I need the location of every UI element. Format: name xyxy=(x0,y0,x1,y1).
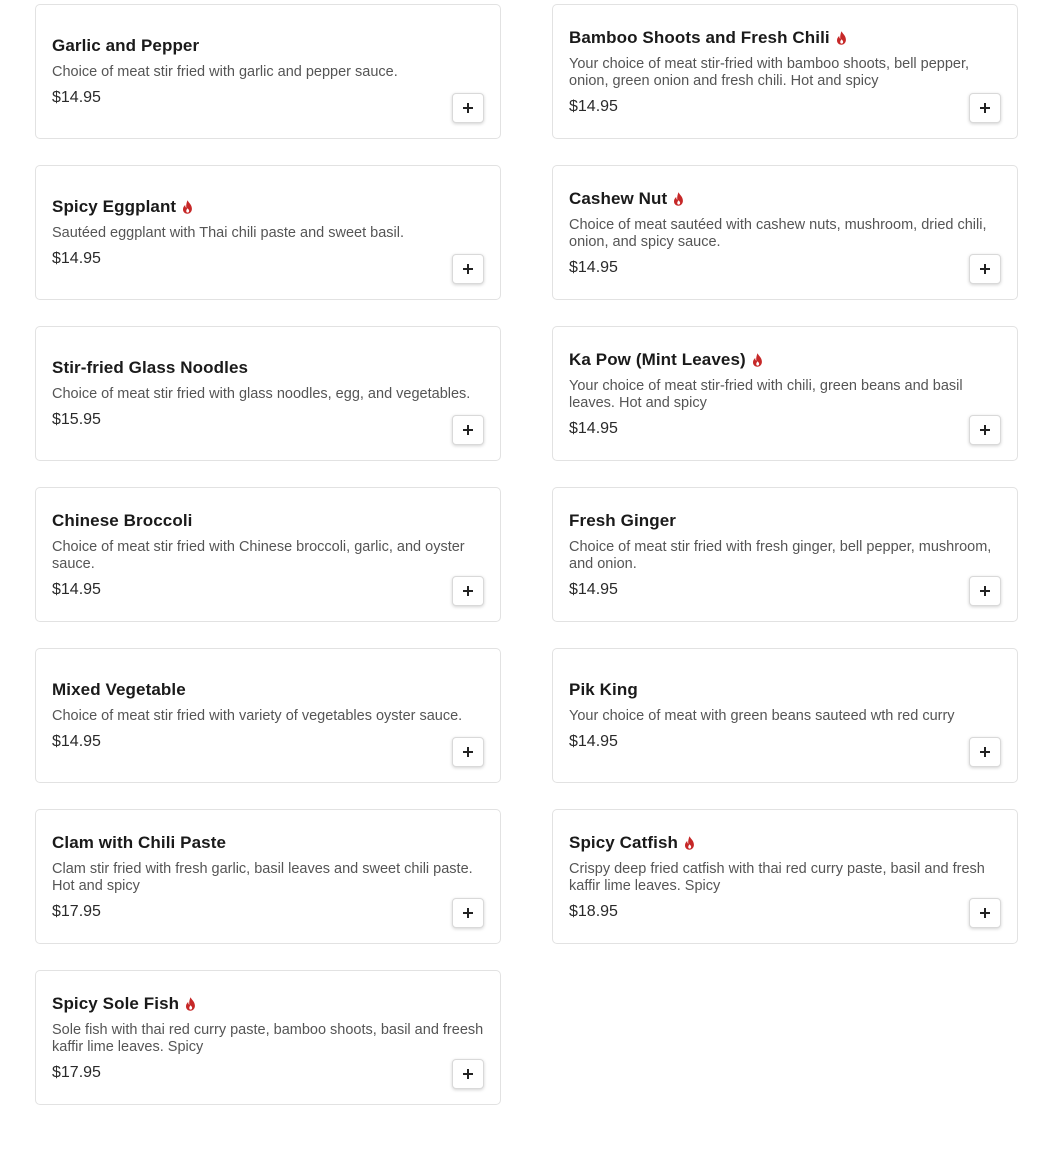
menu-item-body xyxy=(569,5,970,138)
menu-item-title-row xyxy=(569,511,957,531)
menu-item-price: $14.95 xyxy=(569,733,618,750)
menu-item-body xyxy=(52,810,473,943)
menu-item-title-row xyxy=(52,36,440,56)
menu-item-title-row xyxy=(569,680,957,700)
plus-icon xyxy=(980,425,990,435)
add-to-cart-button[interactable] xyxy=(969,93,1001,123)
menu-item-title-row xyxy=(52,680,440,700)
menu-item-title-row xyxy=(569,350,957,370)
menu-item-price: $17.95 xyxy=(52,902,101,920)
plus-icon xyxy=(980,264,990,274)
add-to-cart-button[interactable] xyxy=(452,93,484,123)
plus-icon xyxy=(463,747,473,757)
add-to-cart-button[interactable] xyxy=(452,737,484,767)
flame-icon xyxy=(185,997,196,1011)
plus-icon xyxy=(980,908,990,918)
menu-item-card[interactable] xyxy=(35,648,501,783)
add-to-cart-button[interactable] xyxy=(452,898,484,928)
menu-item-name: Clam with Chili Paste xyxy=(52,832,227,852)
menu-item-title-row xyxy=(52,994,440,1014)
menu-item-body xyxy=(569,327,963,460)
menu-item-price: $17.95 xyxy=(52,1063,101,1081)
menu-item-card[interactable] xyxy=(552,165,1018,300)
menu-item-description: Crispy deep fried catfish with thai red curry paste, basil and fresh kaffir lime leaves. Spicy xyxy=(569,860,985,894)
menu-item-card[interactable] xyxy=(35,165,501,300)
menu-item-price: $15.95 xyxy=(52,411,101,428)
menu-item-title-row xyxy=(52,197,440,217)
menu-item-card[interactable] xyxy=(35,809,501,944)
menu-item-name: Bamboo Shoots and Fresh Chili xyxy=(569,27,830,47)
menu-item-description: Choice of meat stir fried with Chinese broccoli, garlic, and oyster sauce. xyxy=(52,538,465,572)
menu-item-name: Ka Pow (Mint Leaves) xyxy=(569,349,746,369)
flame-icon xyxy=(752,353,763,367)
menu-item-name: Fresh Ginger xyxy=(569,510,677,530)
menu-item-description: Your choice of meat with green beans sauteed wth red curry xyxy=(569,708,955,724)
plus-icon xyxy=(463,264,473,274)
menu-item-title-row xyxy=(569,833,957,853)
menu-item-price: $14.95 xyxy=(52,250,101,267)
menu-item-card[interactable] xyxy=(35,487,501,622)
menu-item-card[interactable] xyxy=(552,4,1018,139)
menu-item-body xyxy=(569,649,957,782)
plus-icon xyxy=(463,908,473,918)
menu-item-card[interactable] xyxy=(35,4,501,139)
add-to-cart-button[interactable] xyxy=(969,576,1001,606)
menu-item-description: Choice of meat stir fried with glass noodles, egg, and vegetables. xyxy=(52,386,471,402)
menu-item-name: Pik King xyxy=(569,680,638,699)
plus-icon xyxy=(463,103,473,113)
menu-item-card[interactable] xyxy=(552,487,1018,622)
plus-icon xyxy=(980,747,990,757)
menu-item-price: $14.95 xyxy=(52,580,101,598)
menu-item-name: Chinese Broccoli xyxy=(52,510,193,530)
flame-icon xyxy=(836,31,847,45)
menu-item-card[interactable] xyxy=(552,809,1018,944)
menu-item-body xyxy=(52,327,471,460)
menu-item-description: Sautéed eggplant with Thai chili paste and sweet basil. xyxy=(52,225,404,241)
menu-item-description: Choice of meat stir fried with fresh ginger, bell pepper, mushroom, and onion. xyxy=(569,538,992,572)
menu-item-description: Sole fish with thai red curry paste, bamboo shoots, basil and freesh kaffir lime leaves. Spicy xyxy=(52,1021,484,1055)
add-to-cart-button[interactable] xyxy=(452,254,484,284)
add-to-cart-button[interactable] xyxy=(969,898,1001,928)
menu-item-description: Choice of meat stir fried with variety of vegetables oyster sauce. xyxy=(52,708,463,724)
plus-icon xyxy=(980,586,990,596)
menu-item-body xyxy=(52,5,440,138)
menu-item-body xyxy=(569,810,985,943)
menu-item-body xyxy=(569,488,992,621)
menu-item-price: $14.95 xyxy=(569,97,618,115)
menu-item-title-row xyxy=(569,28,957,48)
menu-item-name: Spicy Sole Fish xyxy=(52,993,180,1013)
plus-icon xyxy=(980,103,990,113)
menu-item-description: Your choice of meat stir-fried with chili, green beans and basil leaves. Hot and spicy xyxy=(569,377,963,411)
menu-item-name: Garlic and Pepper xyxy=(52,36,200,55)
flame-icon xyxy=(684,836,695,850)
menu-item-price: $14.95 xyxy=(569,258,618,276)
menu-item-title-row xyxy=(52,358,440,378)
add-to-cart-button[interactable] xyxy=(969,254,1001,284)
add-to-cart-button[interactable] xyxy=(452,415,484,445)
menu-item-title-row xyxy=(52,511,440,531)
menu-item-name: Stir-fried Glass Noodles xyxy=(52,358,249,377)
menu-item-card[interactable] xyxy=(35,970,501,1105)
add-to-cart-button[interactable] xyxy=(969,415,1001,445)
flame-icon xyxy=(182,200,193,214)
menu-item-name: Spicy Eggplant xyxy=(52,197,177,216)
add-to-cart-button[interactable] xyxy=(452,1059,484,1089)
menu-item-price: $14.95 xyxy=(569,419,618,437)
menu-item-price: $14.95 xyxy=(52,89,101,106)
plus-icon xyxy=(463,586,473,596)
menu-item-body xyxy=(52,166,440,299)
plus-icon xyxy=(463,1069,473,1079)
menu-item-body xyxy=(569,166,987,299)
menu-item-name: Spicy Catfish xyxy=(569,832,678,852)
menu-item-name: Cashew Nut xyxy=(569,188,668,208)
menu-item-price: $14.95 xyxy=(52,733,101,750)
menu-item-price: $14.95 xyxy=(569,580,618,598)
menu-item-body xyxy=(52,488,465,621)
add-to-cart-button[interactable] xyxy=(969,737,1001,767)
menu-item-title-row xyxy=(52,833,440,853)
flame-icon xyxy=(673,192,684,206)
menu-item-description: Your choice of meat stir-fried with bamboo shoots, bell pepper, onion, green onion and fresh chili. Hot and spicy xyxy=(569,55,970,89)
menu-item-description: Choice of meat sautéed with cashew nuts, mushroom, dried chili, onion, and spicy sauce. xyxy=(569,216,987,250)
menu-item-description: Choice of meat stir fried with garlic and pepper sauce. xyxy=(52,64,398,80)
plus-icon xyxy=(463,425,473,435)
menu-item-title-row xyxy=(569,189,957,209)
menu-item-price: $18.95 xyxy=(569,902,618,920)
menu-item-card[interactable] xyxy=(35,326,501,461)
menu-item-card[interactable] xyxy=(552,648,1018,783)
menu-item-description: Clam stir fried with fresh garlic, basil leaves and sweet chili paste. Hot and spicy xyxy=(52,860,473,894)
add-to-cart-button[interactable] xyxy=(452,576,484,606)
menu-item-body xyxy=(52,971,484,1104)
menu-item-name: Mixed Vegetable xyxy=(52,680,186,699)
menu-item-body xyxy=(52,649,463,782)
menu-item-card[interactable] xyxy=(552,326,1018,461)
